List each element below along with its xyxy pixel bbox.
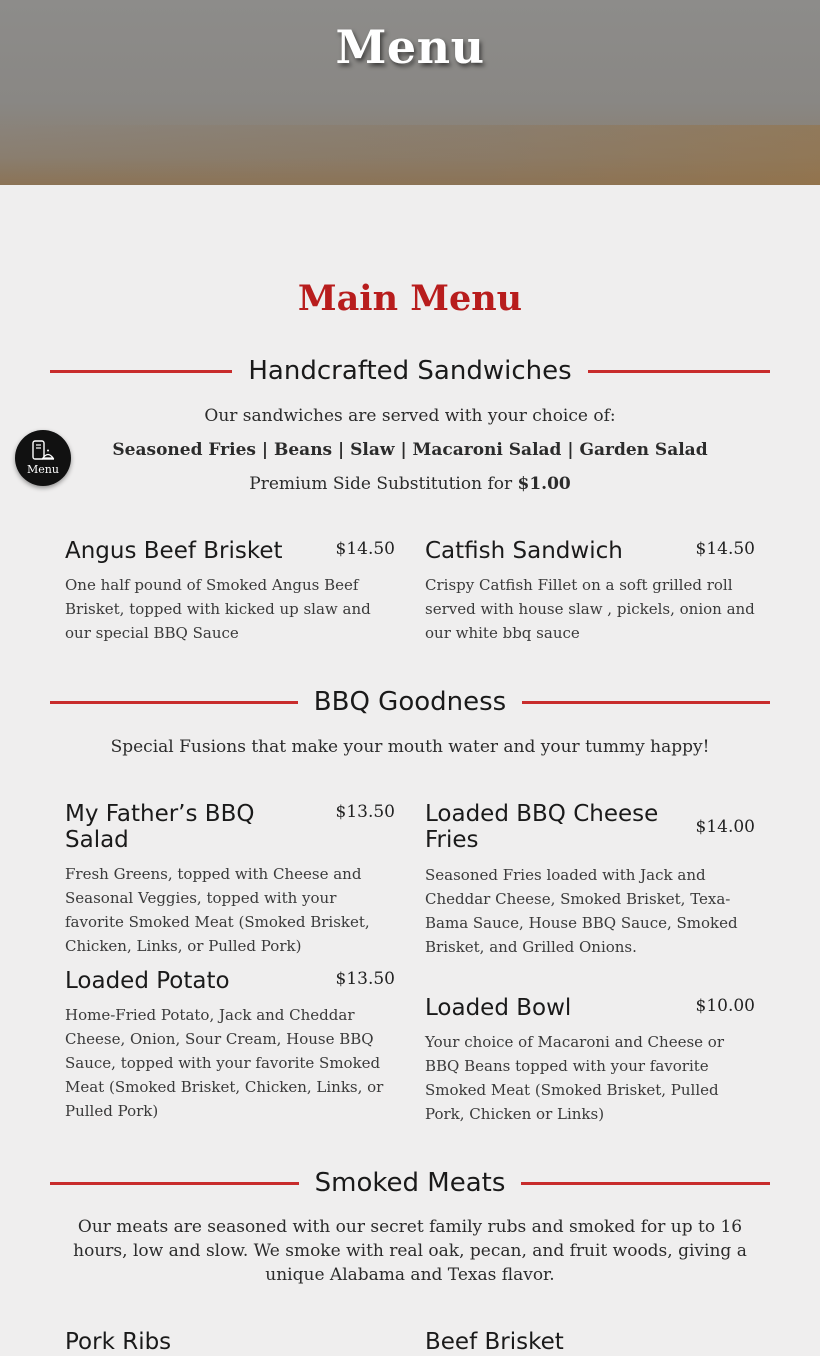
item-name: Angus Beef Brisket xyxy=(65,538,283,564)
item-price: $13.50 xyxy=(335,802,395,822)
divider-line xyxy=(50,1182,299,1185)
menu-item xyxy=(425,1329,755,1355)
menu-cart-icon xyxy=(31,439,55,463)
item-price: $14.00 xyxy=(695,817,755,837)
divider-line xyxy=(50,701,298,704)
item-name: Catfish Sandwich xyxy=(425,538,623,564)
menu-item xyxy=(65,538,395,645)
sandwich-intro: Our sandwiches are served with your choice of: xyxy=(204,406,616,426)
item-description: Fresh Greens, topped with Cheese and Seasonal Veggies, topped with your favorite Smoked Meat (Smoked Brisket, Chicken, Links, or Pulled Pork) xyxy=(65,865,370,955)
item-name: My Father’s BBQ Salad xyxy=(65,801,255,853)
meats-intro: Our meats are seasoned with our secret family rubs and smoked for up to 16 hours, low and slow. We smoke with real oak, pecan, and fruit woods, giving a unique Alabama and Texas flavor. xyxy=(73,1217,747,1285)
item-description: Home-Fried Potato, Jack and Cheddar Cheese, Onion, Sour Cream, House BBQ Sauce, topped with your favorite Smoked Meat (Smoked Brisket, Chicken, Links, or Pulled Pork) xyxy=(65,1006,384,1120)
item-name: Loaded BBQ Cheese Fries xyxy=(425,801,659,853)
item-description: Crispy Catfish Fillet on a soft grilled roll served with house slaw , pickels, onion and our white bbq sauce xyxy=(425,576,755,642)
divider-line xyxy=(522,701,770,704)
item-name: Pork Ribs xyxy=(65,1329,172,1355)
menu-item xyxy=(65,801,395,958)
premium-side-text: Premium Side Substitution for xyxy=(249,474,518,494)
main-menu-title: Main Menu xyxy=(297,278,523,319)
sandwich-sides: Seasoned Fries | Beans | Slaw | Macaroni Salad | Garden Salad xyxy=(112,440,708,460)
divider-line xyxy=(50,370,232,373)
menu-item xyxy=(65,968,395,1123)
item-name: Loaded Bowl xyxy=(425,995,572,1021)
hero-banner xyxy=(0,0,820,185)
section-header-bbq xyxy=(50,682,770,722)
item-price: $14.50 xyxy=(335,539,395,559)
section-header-sandwiches xyxy=(50,351,770,391)
page-title: Menu xyxy=(335,20,485,74)
item-price: $10.00 xyxy=(695,996,755,1016)
divider-line xyxy=(521,1182,770,1185)
item-description: Seasoned Fries loaded with Jack and Cheddar Cheese, Smoked Brisket, Texa-Bama Sauce, House BBQ Sauce, Smoked Brisket, and Grilled Onions. xyxy=(425,866,738,956)
section-title: BBQ Goodness xyxy=(313,687,507,717)
item-price: $13.50 xyxy=(335,969,395,989)
menu-button[interactable] xyxy=(15,430,71,486)
section-title: Smoked Meats xyxy=(314,1168,506,1198)
divider-line xyxy=(588,370,770,373)
section-header-meats xyxy=(50,1163,770,1203)
menu-item xyxy=(425,801,755,959)
premium-side-note xyxy=(50,472,770,496)
item-description: Your choice of Macaroni and Cheese or BBQ Beans topped with your favorite Smoked Meat (Smoked Brisket, Pulled Pork, Chicken or Links) xyxy=(425,1033,724,1123)
item-name: Loaded Potato xyxy=(65,968,230,994)
premium-side-price: $1.00 xyxy=(517,474,571,494)
item-description: One half pound of Smoked Angus Beef Brisket, topped with kicked up slaw and our special BBQ Sauce xyxy=(65,576,371,642)
menu-item xyxy=(425,538,755,645)
item-price: $14.50 xyxy=(695,539,755,559)
bbq-intro: Special Fusions that make your mouth water and your tummy happy! xyxy=(110,737,710,757)
menu-item xyxy=(425,995,755,1126)
menu-button-label: Menu xyxy=(27,463,59,476)
item-name: Beef Brisket xyxy=(425,1329,564,1355)
menu-item xyxy=(65,1329,395,1355)
section-title: Handcrafted Sandwiches xyxy=(248,356,572,386)
